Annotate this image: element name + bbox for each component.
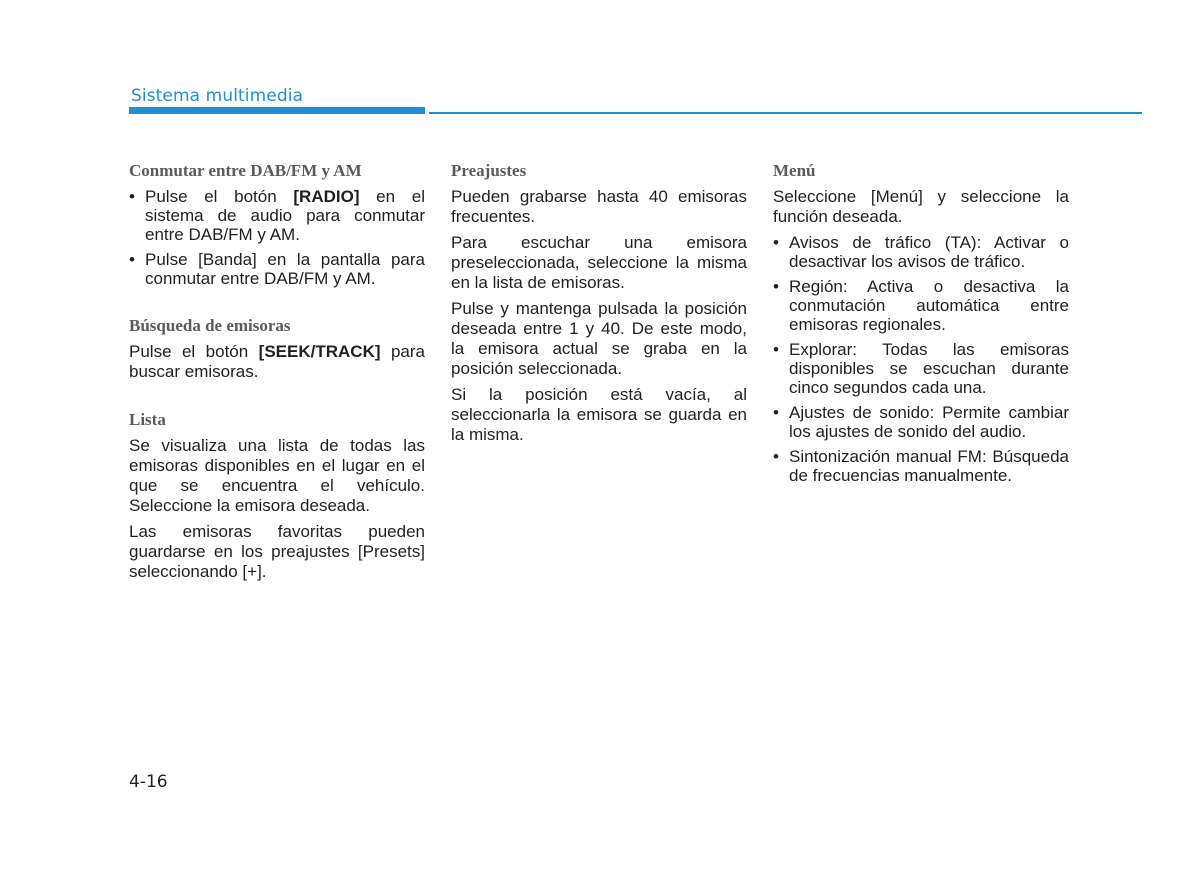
list-paragraph: Se visualiza una lista de todas las emisoras disponibles en el lugar en el que se encuentra el vehículo. Seleccione la emisora deseada. xyxy=(129,436,425,515)
bullet-text: Pulse el botón xyxy=(145,187,294,206)
menu-intro: Seleccione [Menú] y seleccione la función deseada. xyxy=(773,187,1069,226)
list-item: • Región: Activa o desactiva la conmutación automática entre emisoras regionales. xyxy=(773,277,1069,334)
heading-presets: Preajustes xyxy=(451,161,527,180)
heading-list: Lista xyxy=(129,410,166,429)
list-paragraph: Las emisoras favoritas pueden guardarse en los preajustes [Presets] seleccionando [+]. xyxy=(129,522,425,581)
presets-paragraph: Pueden grabarse hasta 40 emisoras frecuentes. xyxy=(451,187,747,226)
radio-key-label: [RADIO] xyxy=(293,187,360,206)
list-item: • Ajustes de sonido: Permite cambiar los ajustes de sonido del audio. xyxy=(773,403,1069,441)
list-item xyxy=(129,187,425,244)
header-rule xyxy=(429,112,1142,114)
list-item: • Sintonización manual FM: Búsqueda de frecuencias manualmente. xyxy=(773,447,1069,485)
presets-paragraph: Para escuchar una emisora preseleccionada, seleccione la misma en la lista de emisoras. xyxy=(451,233,747,292)
heading-switch-band: Conmutar entre DAB/FM y AM xyxy=(129,161,362,180)
switch-band-list xyxy=(129,187,425,288)
seek-track-key-label: [SEEK/TRACK] xyxy=(258,342,381,361)
heading-station-search: Búsqueda de emisoras xyxy=(129,316,291,335)
header-bar-accent xyxy=(129,107,425,114)
list-item: • Pulse [Banda] en la pantalla para conmutar entre DAB/FM y AM. xyxy=(129,250,425,288)
section-title: Sistema multimedia xyxy=(131,86,304,106)
bullet-text: en el sistema de audio para conmutar entre DAB/FM y AM. xyxy=(145,187,426,244)
list-item: • Avisos de tráfico (TA): Activar o desactivar los avisos de tráfico. xyxy=(773,233,1069,271)
column-left xyxy=(129,160,425,588)
menu-function-list xyxy=(773,233,1069,485)
page-number: 4-16 xyxy=(129,772,168,792)
presets-paragraph: Si la posición está vacía, al seleccionarla la emisora se guarda en la misma. xyxy=(451,385,747,444)
list-item: • Explorar: Todas las emisoras disponibles se escuchan durante cinco segundos cada una. xyxy=(773,340,1069,397)
heading-menu: Menú xyxy=(773,161,816,180)
presets-paragraph: Pulse y mantenga pulsada la posición deseada entre 1 y 40. De este modo, la emisora actual se graba en la posición seleccionada. xyxy=(451,299,747,378)
station-search-text xyxy=(129,342,425,382)
column-middle xyxy=(451,160,747,451)
body-text: para buscar emisoras. xyxy=(129,342,425,381)
body-text: Pulse el botón xyxy=(129,342,259,361)
column-right xyxy=(773,160,1069,491)
